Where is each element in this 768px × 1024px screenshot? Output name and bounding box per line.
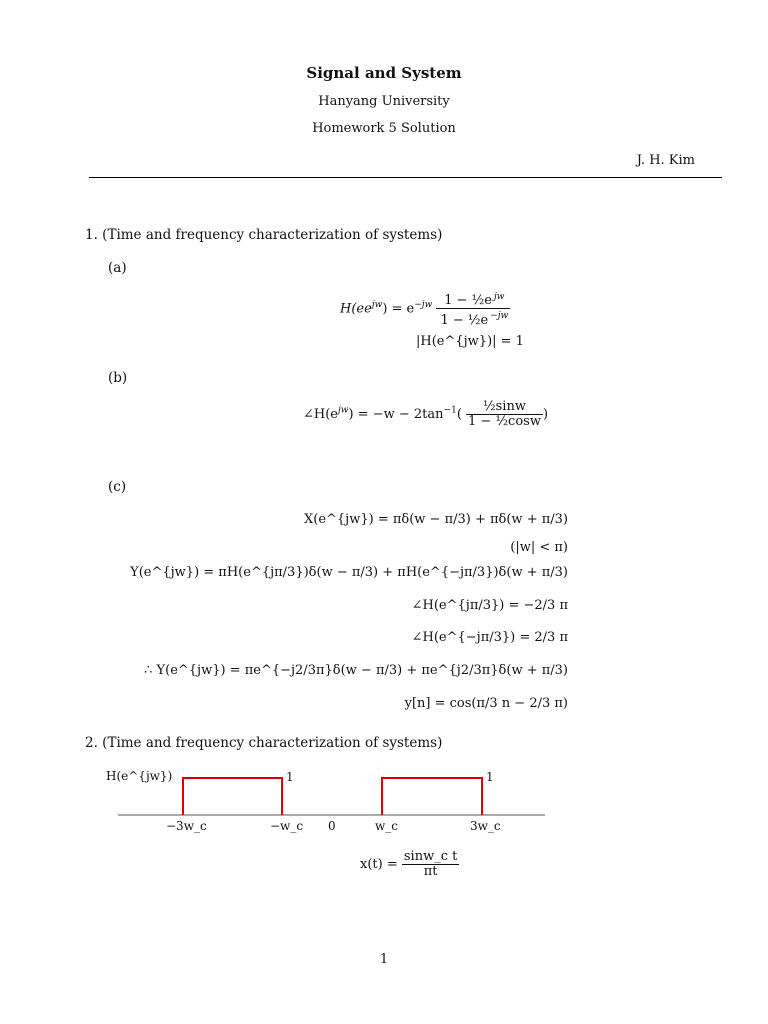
part-c-line-1: X(e^{jw}) = πδ(w − π/3) + πδ(w + π/3) bbox=[304, 512, 568, 527]
part-c-line-6: ∴ Y(e^{jw}) = πe^{−j2/3π}δ(w − π/3) + πe^{j2/3π}δ(w + π/3) bbox=[144, 663, 568, 678]
part-c-line-3: Y(e^{jw}) = πH(e^{jπ/3})δ(w − π/3) + πH(e^{−jπ/3})δ(w + π/3) bbox=[130, 565, 568, 580]
part-c-line-4: ∠H(e^{jπ/3}) = −2/3 π bbox=[411, 598, 568, 613]
part-c-label: (c) bbox=[108, 479, 127, 495]
plot-label: H(e^{jw}) bbox=[106, 769, 173, 783]
tick-neg-wc: −w_c bbox=[270, 819, 304, 833]
part-b-equation: $\angle H(e^{jw}) = -w - 2\tan^{-1}$( $\frac{\text{½sinw}}{\text{1 − ½cosw}}$ ) bbox=[303, 399, 549, 429]
part-a-label: (a) bbox=[108, 260, 127, 276]
author-name: J. H. Kim bbox=[636, 153, 695, 168]
problem-1-heading: 1. (Time and frequency characterization of systems) bbox=[85, 227, 443, 243]
header-rule bbox=[89, 177, 722, 178]
part-a-equation-1: $H(ee^{jw}) = e^{-jw}$ $\frac{1 - \frac{1}{2}e ^{jw}}{1 - \frac{1}{2}e ^{-jw}}$ bbox=[340, 292, 509, 328]
frequency-response-plot bbox=[100, 760, 560, 840]
problem-2-equation: x(t) = $\frac{\text{sinw\_c t}}{\pi t}$ bbox=[360, 849, 458, 879]
part-c-line-5: ∠H(e^{−jπ/3}) = 2/3 π bbox=[411, 630, 568, 645]
tick-neg-3wc: −3w_c bbox=[166, 819, 207, 833]
document-title: Signal and System bbox=[306, 64, 462, 82]
tick-zero: 0 bbox=[328, 819, 336, 833]
part-a-equation-2: |H(e^{jw})| = 1 bbox=[416, 334, 524, 349]
tick-wc: w_c bbox=[375, 819, 398, 833]
university-name: Hanyang University bbox=[318, 94, 450, 109]
page-number: 1 bbox=[379, 952, 389, 967]
part-c-line-2: (|w| < π) bbox=[510, 540, 568, 555]
part-b-label: (b) bbox=[108, 370, 128, 386]
part-c-line-7: y[n] = cos(π/3 n − 2/3 π) bbox=[404, 696, 568, 711]
passband-right bbox=[382, 778, 482, 815]
homework-title: Homework 5 Solution bbox=[312, 121, 456, 136]
level-label-left: 1 bbox=[286, 770, 294, 784]
problem-2-heading: 2. (Time and frequency characterization of systems) bbox=[85, 735, 443, 751]
level-label-right: 1 bbox=[486, 770, 494, 784]
passband-left bbox=[183, 778, 282, 815]
tick-3wc: 3w_c bbox=[470, 819, 501, 833]
